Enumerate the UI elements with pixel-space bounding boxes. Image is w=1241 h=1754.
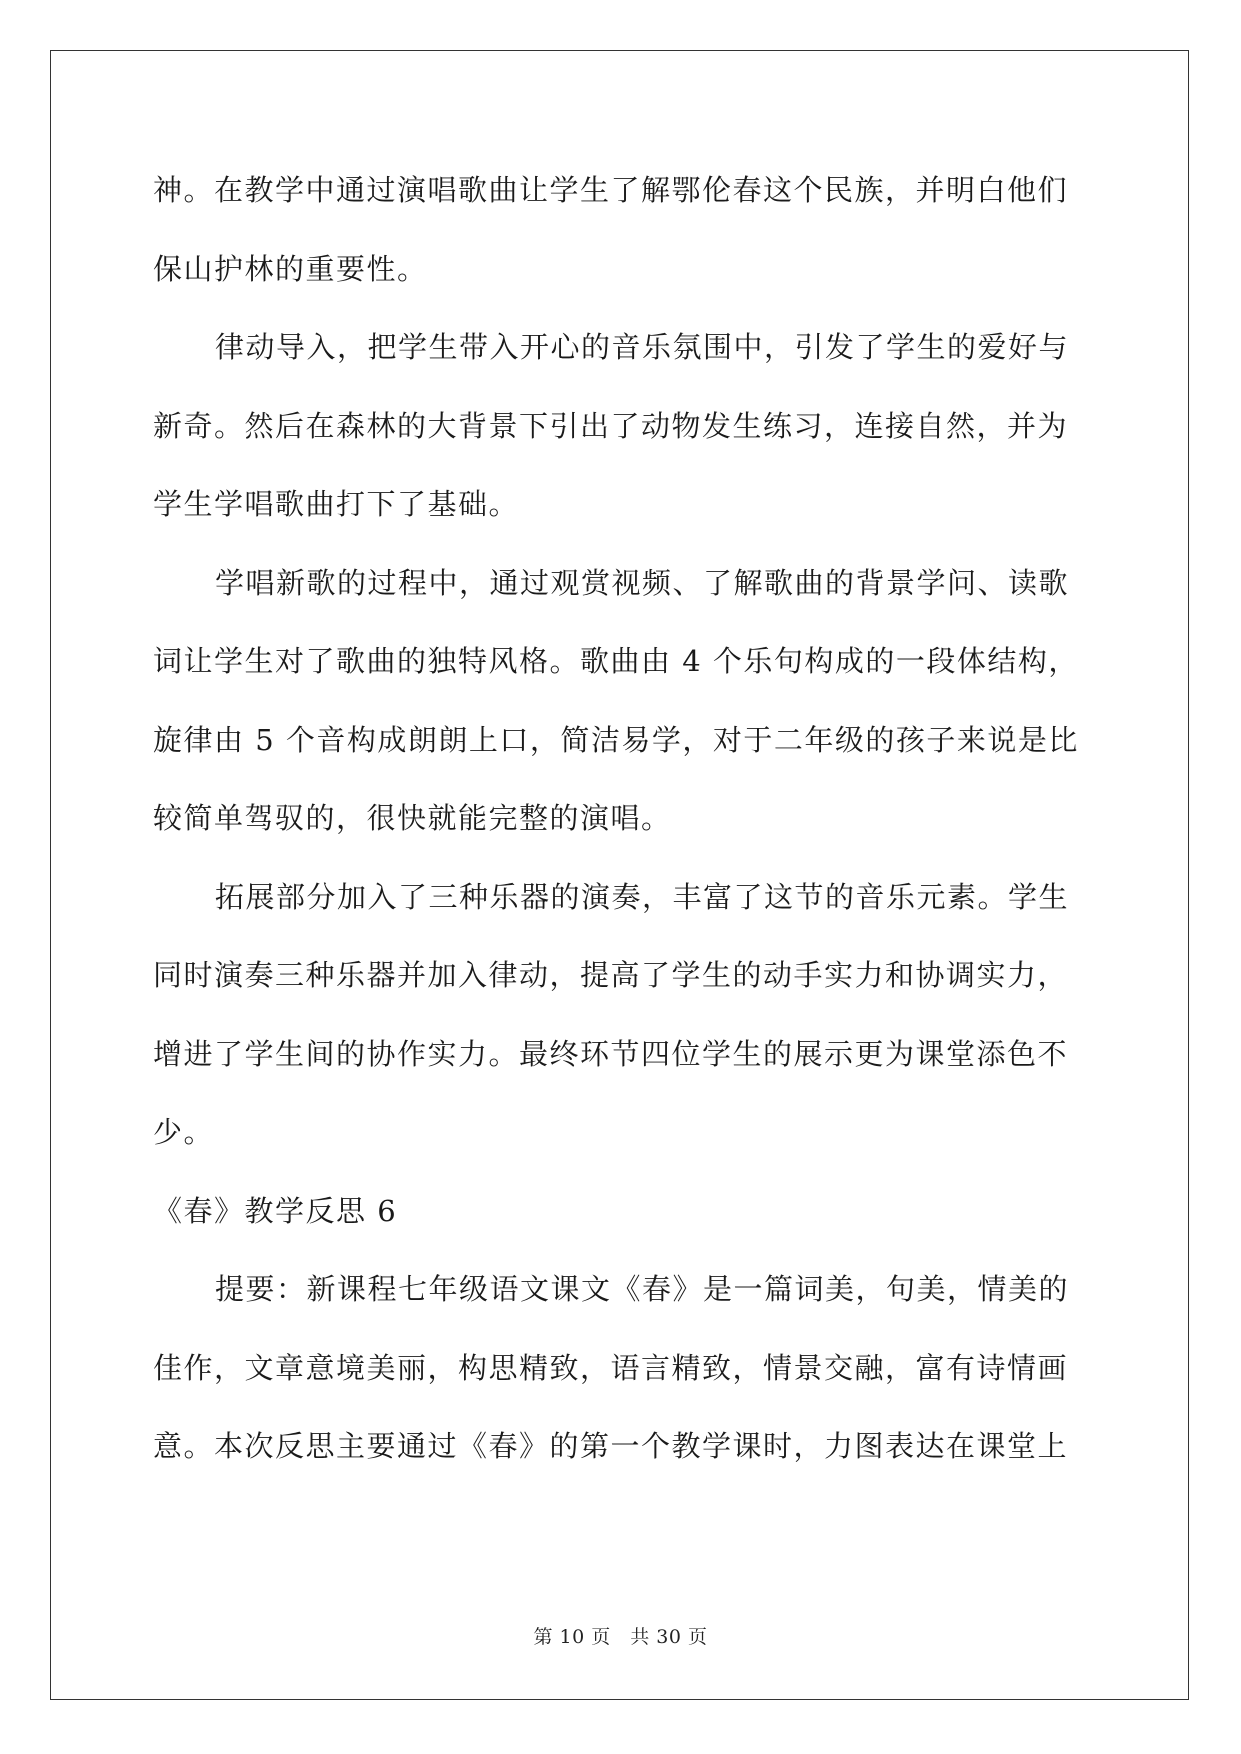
- text-line: 少。: [153, 1115, 215, 1149]
- text-line: 律动导入，把学生带入开心的音乐氛围中，引发了学生的爱好与: [215, 330, 1070, 364]
- text-line: 保山护林的重要性。: [153, 251, 428, 286]
- text-line: 较简单驾驭的，很快就能完整的演唱。: [153, 801, 672, 835]
- page-number-footer: 第 10 页 共 30 页: [533, 1626, 708, 1648]
- text-line: 提要：新课程七年级语文课文《春》是一篇词美，句美，情美的: [215, 1272, 1070, 1306]
- text-line: 学生学唱歌曲打下了基础。: [153, 487, 520, 521]
- text-line: 神。在教学中通过演唱歌曲让学生了解鄂伦春这个民族，并明白他们: [153, 173, 1069, 207]
- document-body: [153, 160, 1088, 1495]
- text-line: 同时演奏三种乐器并加入律动，提高了学生的动手实力和协调实力，: [153, 958, 1069, 992]
- text-line: 新奇。然后在森林的大背景下引出了动物发生练习，连接自然，并为: [153, 408, 1069, 443]
- text-line: 旋律由 5 个音构成朗朗上口，简洁易学，对于二年级的孩子来说是比: [153, 722, 1079, 757]
- text-line: 佳作，文章意境美丽，构思精致，语言精致，情景交融，富有诗情画: [153, 1350, 1069, 1385]
- section-heading: 《春》教学反思 6: [153, 1193, 398, 1228]
- text-line: 意。本次反思主要通过《春》的第一个教学课时，力图表达在课堂上: [153, 1429, 1069, 1463]
- text-line: 词让学生对了歌曲的独特风格。歌曲由 4 个乐句构成的一段体结构，: [153, 644, 1079, 678]
- text-line: 增进了学生间的协作实力。最终环节四位学生的展示更为课堂添色不: [153, 1036, 1069, 1071]
- text-line: 学唱新歌的过程中，通过观赏视频、了解歌曲的背景学问、读歌: [215, 565, 1070, 600]
- text-line: 拓展部分加入了三种乐器的演奏，丰富了这节的音乐元素。学生: [215, 879, 1070, 914]
